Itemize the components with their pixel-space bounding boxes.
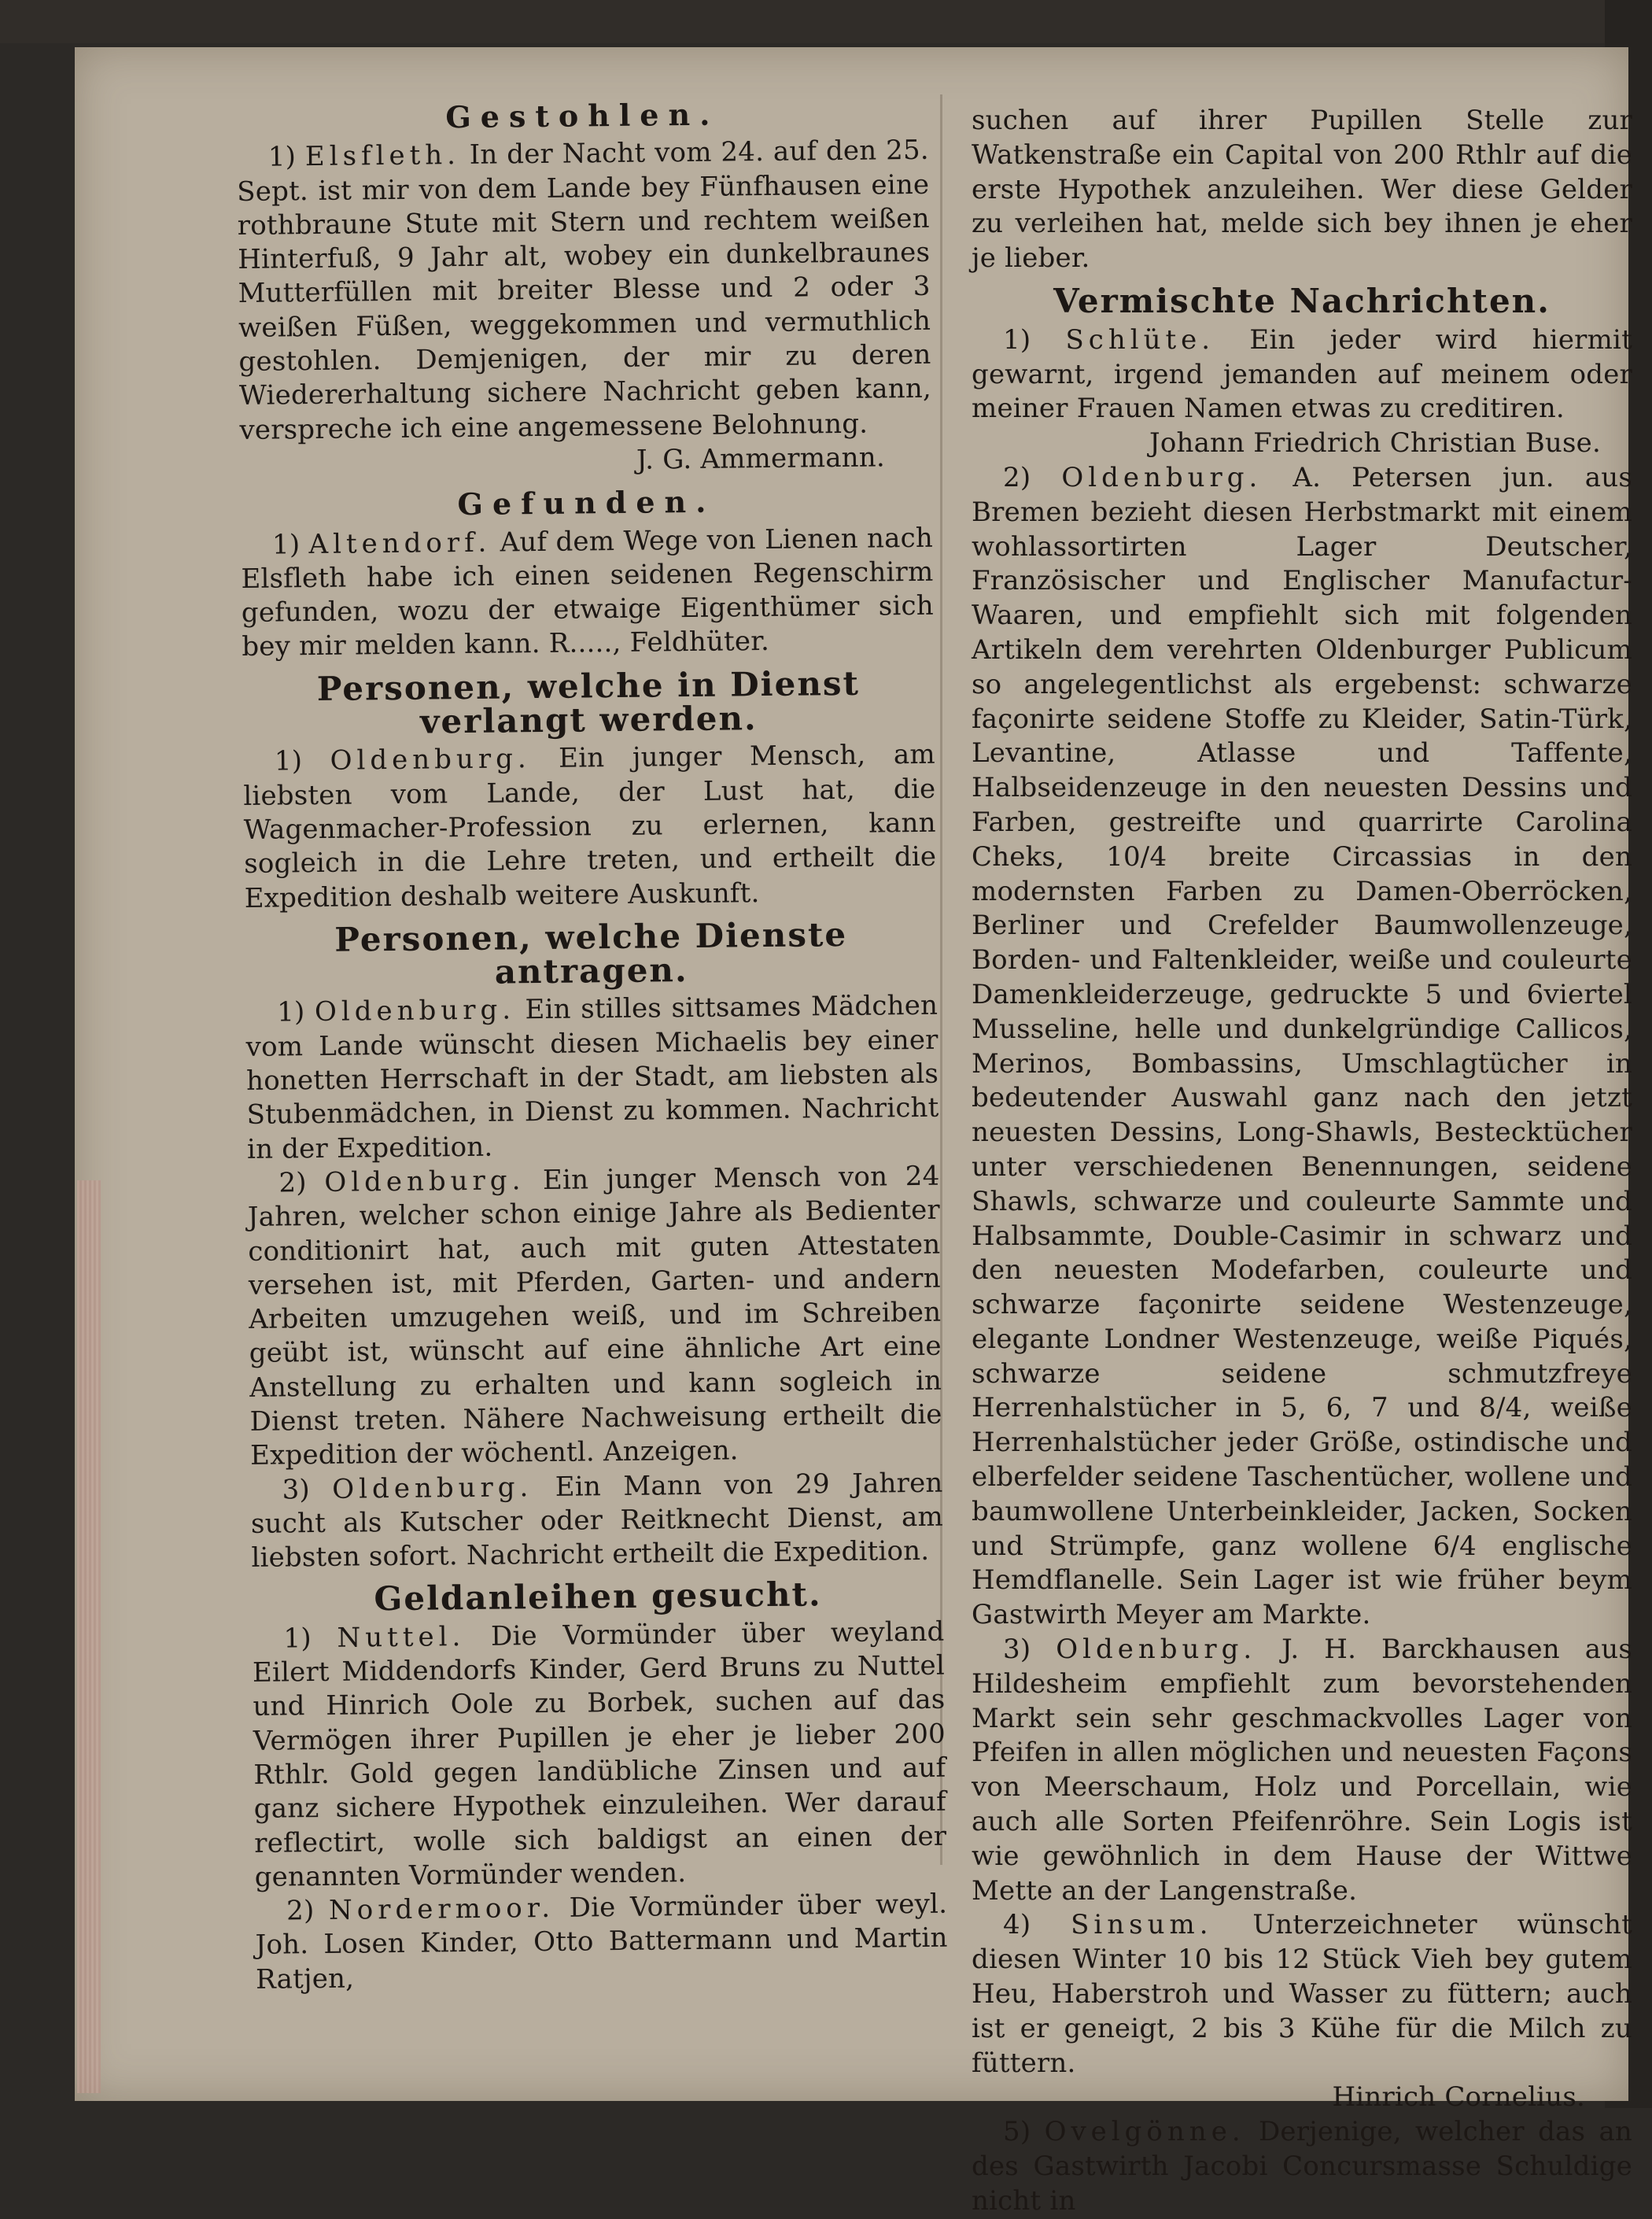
section-heading-dienst-verlangt: Personen, welche in Dienst verlangt werden. <box>316 663 861 741</box>
notice-text: Derjenige, welcher das an des Gastwirth Jacobi Concursmasse Schuldige nicht in <box>972 2116 1633 2217</box>
notice-text: Ein junger Mensch von 24 Jahren, welcher schon einige Jahre als Bedienter conditionirt hat, auch mit guten Attestaten versehen ist, mit Pferden, Garten- und andern Arbeiten umzugehen weiß, und im Schreiben geübt ist, wünscht auf eine ähnliche Art eine Anstellung zu erhalten und kann sogleich in Dienst treten. Nähere Nachweisung ertheilt die Expedition der wöchentl. Anzeigen. <box>247 1160 942 1472</box>
notice-signature: Hinrich Cornelius. <box>1332 2081 1585 2114</box>
notice-gefunden-1 <box>241 521 935 664</box>
notice-antragen-2 <box>247 1160 942 1474</box>
notice-place: Oldenburg. <box>1056 1634 1257 1666</box>
notice-geld-1 <box>252 1615 947 1895</box>
notice-place: Oldenburg. <box>314 994 516 1028</box>
notice-vermischt-3 <box>972 1633 1632 1908</box>
notice-geld-2-continued: suchen auf ihrer Pupillen Stelle zur Watkenstraße ein Capital von 200 Rthlr auf die erste Hypothek anzuleihen. Wer diese Gelder zu verleihen hat, melde sich bey ihnen je eher je lieber. <box>972 105 1632 275</box>
notice-antragen-1 <box>245 989 939 1167</box>
notice-number: 2) <box>278 1167 307 1199</box>
notice-text: Die Vormünder über weyland Eilert Middendorfs Kinder, Gerd Bruns zu Nuttel und Hinrich Oole zu Borbek, suchen auf das Vermögen ihrer Pupillen je eher je lieber 200 Rthlr. Gold gegen landübliche Zinsen und auf ganz sichere Hypothek einzuleihen. Wer darauf reflectirt, wolle sich baldigst an einen der genannten Vormünder wenden. <box>252 1615 947 1893</box>
section-heading-geldanleihen: Geldanleihen gesucht. <box>374 1575 822 1619</box>
notice-number: 1) <box>267 141 297 173</box>
notice-text: In der Nacht vom 24. auf den 25. Sept. ist mir von dem Lande bey Fünfhausen eine rothbraune Stute mit Stern und rechtem weißen Hinterfuß, 9 Jahr alt, wobey ein dunkelbraunes Mutterfüllen mit breiter Blesse und 2 oder 3 weißen Füßen, weggekommen und vermuthlich gestohlen. Demjenigen, der mir zu deren Wiedererhaltung sichere Nachricht geben kann, verspreche ich eine angemessene Belohnung. <box>237 135 932 446</box>
notice-place: Sinsum. <box>1071 1909 1213 1941</box>
notice-place: Oldenburg. <box>332 1471 533 1505</box>
section-heading-gefunden: Gefunden. <box>457 483 716 522</box>
notice-signature: Johann Friedrich Christian Buse. <box>1149 427 1601 460</box>
notice-text: Auf dem Wege von Lienen nach Elsfleth habe ich einen seidenen Regenschirm gefunden, wozu der etwaige Eigenthümer sich bey mir melden kann. <box>241 522 935 663</box>
notice-number: 1) <box>271 528 301 561</box>
notice-number: 1) <box>283 1622 312 1655</box>
notice-number: 1) <box>1003 323 1031 356</box>
notice-text: Ein junger Mensch, am liebsten vom Lande, der Lust hat, die Wagenmacher-Profession zu erlernen, kann sogleich in die Lehre treten, und ertheilt die Expedition deshalb weitere Auskunft. <box>243 739 937 914</box>
notice-number: 5) <box>1003 2116 1031 2148</box>
notice-place: Oldenburg. <box>330 743 531 777</box>
section-heading-vermischte: Vermischte Nachrichten. <box>1053 281 1551 320</box>
notice-place: Nordermoor. <box>328 1892 555 1927</box>
notice-text: Unterzeichneter wünscht diesen Winter 10 bis 12 Stück Vieh bey gutem Heu, Haberstroh und Wasser zu füttern; auch ist er geneigt, 2 bis 3 Kühe für die Milch zu füttern. <box>972 1909 1632 2079</box>
notice-verlangt-1 <box>243 738 937 916</box>
notice-text: Ein jeder wird hiermit gewarnt, irgend jemanden auf meinem oder meiner Frauen Namen etwas zu creditiren. <box>972 323 1632 425</box>
right-column <box>972 104 1632 2219</box>
notice-signature: R....., Feldhüter. <box>548 626 770 660</box>
notice-vermischt-4 <box>972 1908 1632 2081</box>
notice-signature: J. G. Ammermann. <box>636 441 886 476</box>
page-edge-stack <box>77 1180 101 2093</box>
notice-text: J. H. Barckhausen aus Hildesheim empfiehlt zum bevorstehenden Markt sein sehr geschmackvolles Lager von Pfeifen in allen möglichen und neuesten Façons von Meerschaum, Holz und Porcellain, wie auch alle Sorten Pfeifenröhre. Sein Logis ist wie gewöhnlich in dem Hause der Wittwe Mette an der Langenstraße. <box>972 1634 1632 1907</box>
notice-vermischt-5 <box>972 2115 1632 2218</box>
notice-antragen-3 <box>250 1466 943 1575</box>
notice-text: Ein stilles sittsames Mädchen vom Lande wünscht diesen Michaelis bey einer honetten Herrschaft in der Stadt, am liebsten als Stubenmädchen, in Dienst zu kommen. Nachricht in der Expedition. <box>245 990 939 1165</box>
notice-number: 3) <box>1003 1634 1031 1666</box>
notice-place: Elsfleth. <box>304 139 461 173</box>
notice-number: 1) <box>274 745 303 777</box>
notice-place: Nuttel. <box>337 1620 466 1654</box>
notice-text: Ein Mann von 29 Jahren sucht als Kutscher oder Reitknecht Dienst, am liebsten sofort. Nachricht ertheilt die Expedition. <box>250 1467 944 1575</box>
notice-number: 3) <box>282 1473 311 1506</box>
notice-number: 2) <box>1003 461 1031 493</box>
notice-number: 1) <box>277 996 305 1028</box>
scan-background-top <box>0 0 1652 43</box>
notice-number: 2) <box>286 1895 315 1927</box>
notice-place: Oldenburg. <box>324 1165 525 1198</box>
notice-vermischt-1 <box>972 323 1632 426</box>
notice-text: Die Vormünder über weyl. Joh. Losen Kinder, Otto Battermann und Martin Ratjen, <box>255 1888 948 1996</box>
notice-gestohlen-1 <box>237 134 932 448</box>
section-heading-dienste-antragen: Personen, welche Dienste antragen. <box>334 914 848 991</box>
notice-place: Oldenburg. <box>1061 461 1263 493</box>
section-heading-gestohlen: Gestohlen. <box>445 96 720 135</box>
notice-text: A. Petersen jun. aus Bremen bezieht diesen Herbstmarkt mit einem wohlassortirten Lager Deutscher, Französischer und Englischer Manufactur-Waaren, und empfiehlt sich mit folgenden Artikeln dem verehrten Oldenburger Publicum so angelegentlichst als ergebenst: schwarze façonirte seidene Stoffe zu Kleider, Satin-Türk, Levantine, Atlasse und Taffente, Halbseidenzeuge in den neuesten Dessins und Farben, gestreifte und quarrirte Carolina Cheks, 10/4 breite Circassias in den modernsten Farben zu Damen-Oberröcken, Berliner und Crefelder Baumwollenzeuge, Borden- und Faltenkleider, weiße und couleurte Damenkleiderzeuge, gedruckte 5 und 6viertel Musseline, helle und dunkelgründige Callicos, Merinos, Bombassins, Umschlagtücher in bedeutender Auswahl ganz nach den jetzt neuesten Dessins, Long-Shawls, Bestecktücher unter verschiedenen Benennungen, seidene Shawls, schwarze und couleurte Sammte und Halbsammte, Double-Casimir in schwarz und den neuesten Modefarben, couleurte und schwarze façonirte seidene Westenzeuge, elegante Londner Westenzeuge, weiße Piqués, schwarze seidene schmutzfreye Herrenhalstücher in 5, 6, 7 und 8/4, weiße Herrenhalstücher jeder Größe, ostindische und elberfelder seidene Taschentücher, wollene und baumwollene Unterbeinkleider, Jacken, Socken und Strümpfe, ganz wollene 6/4 englische Hemdflanelle. Sein Lager ist wie früher beym Gastwirth Meyer am Markte. <box>972 461 1632 1631</box>
left-column <box>236 87 948 1997</box>
notice-geld-2 <box>255 1888 948 1997</box>
notice-vermischt-2 <box>972 461 1632 1633</box>
notice-number: 4) <box>1003 1909 1031 1941</box>
notice-place: Ovelgönne. <box>1044 2116 1245 2148</box>
notice-place: Altendorf. <box>308 526 492 560</box>
notice-place: Schlüte. <box>1065 323 1215 356</box>
